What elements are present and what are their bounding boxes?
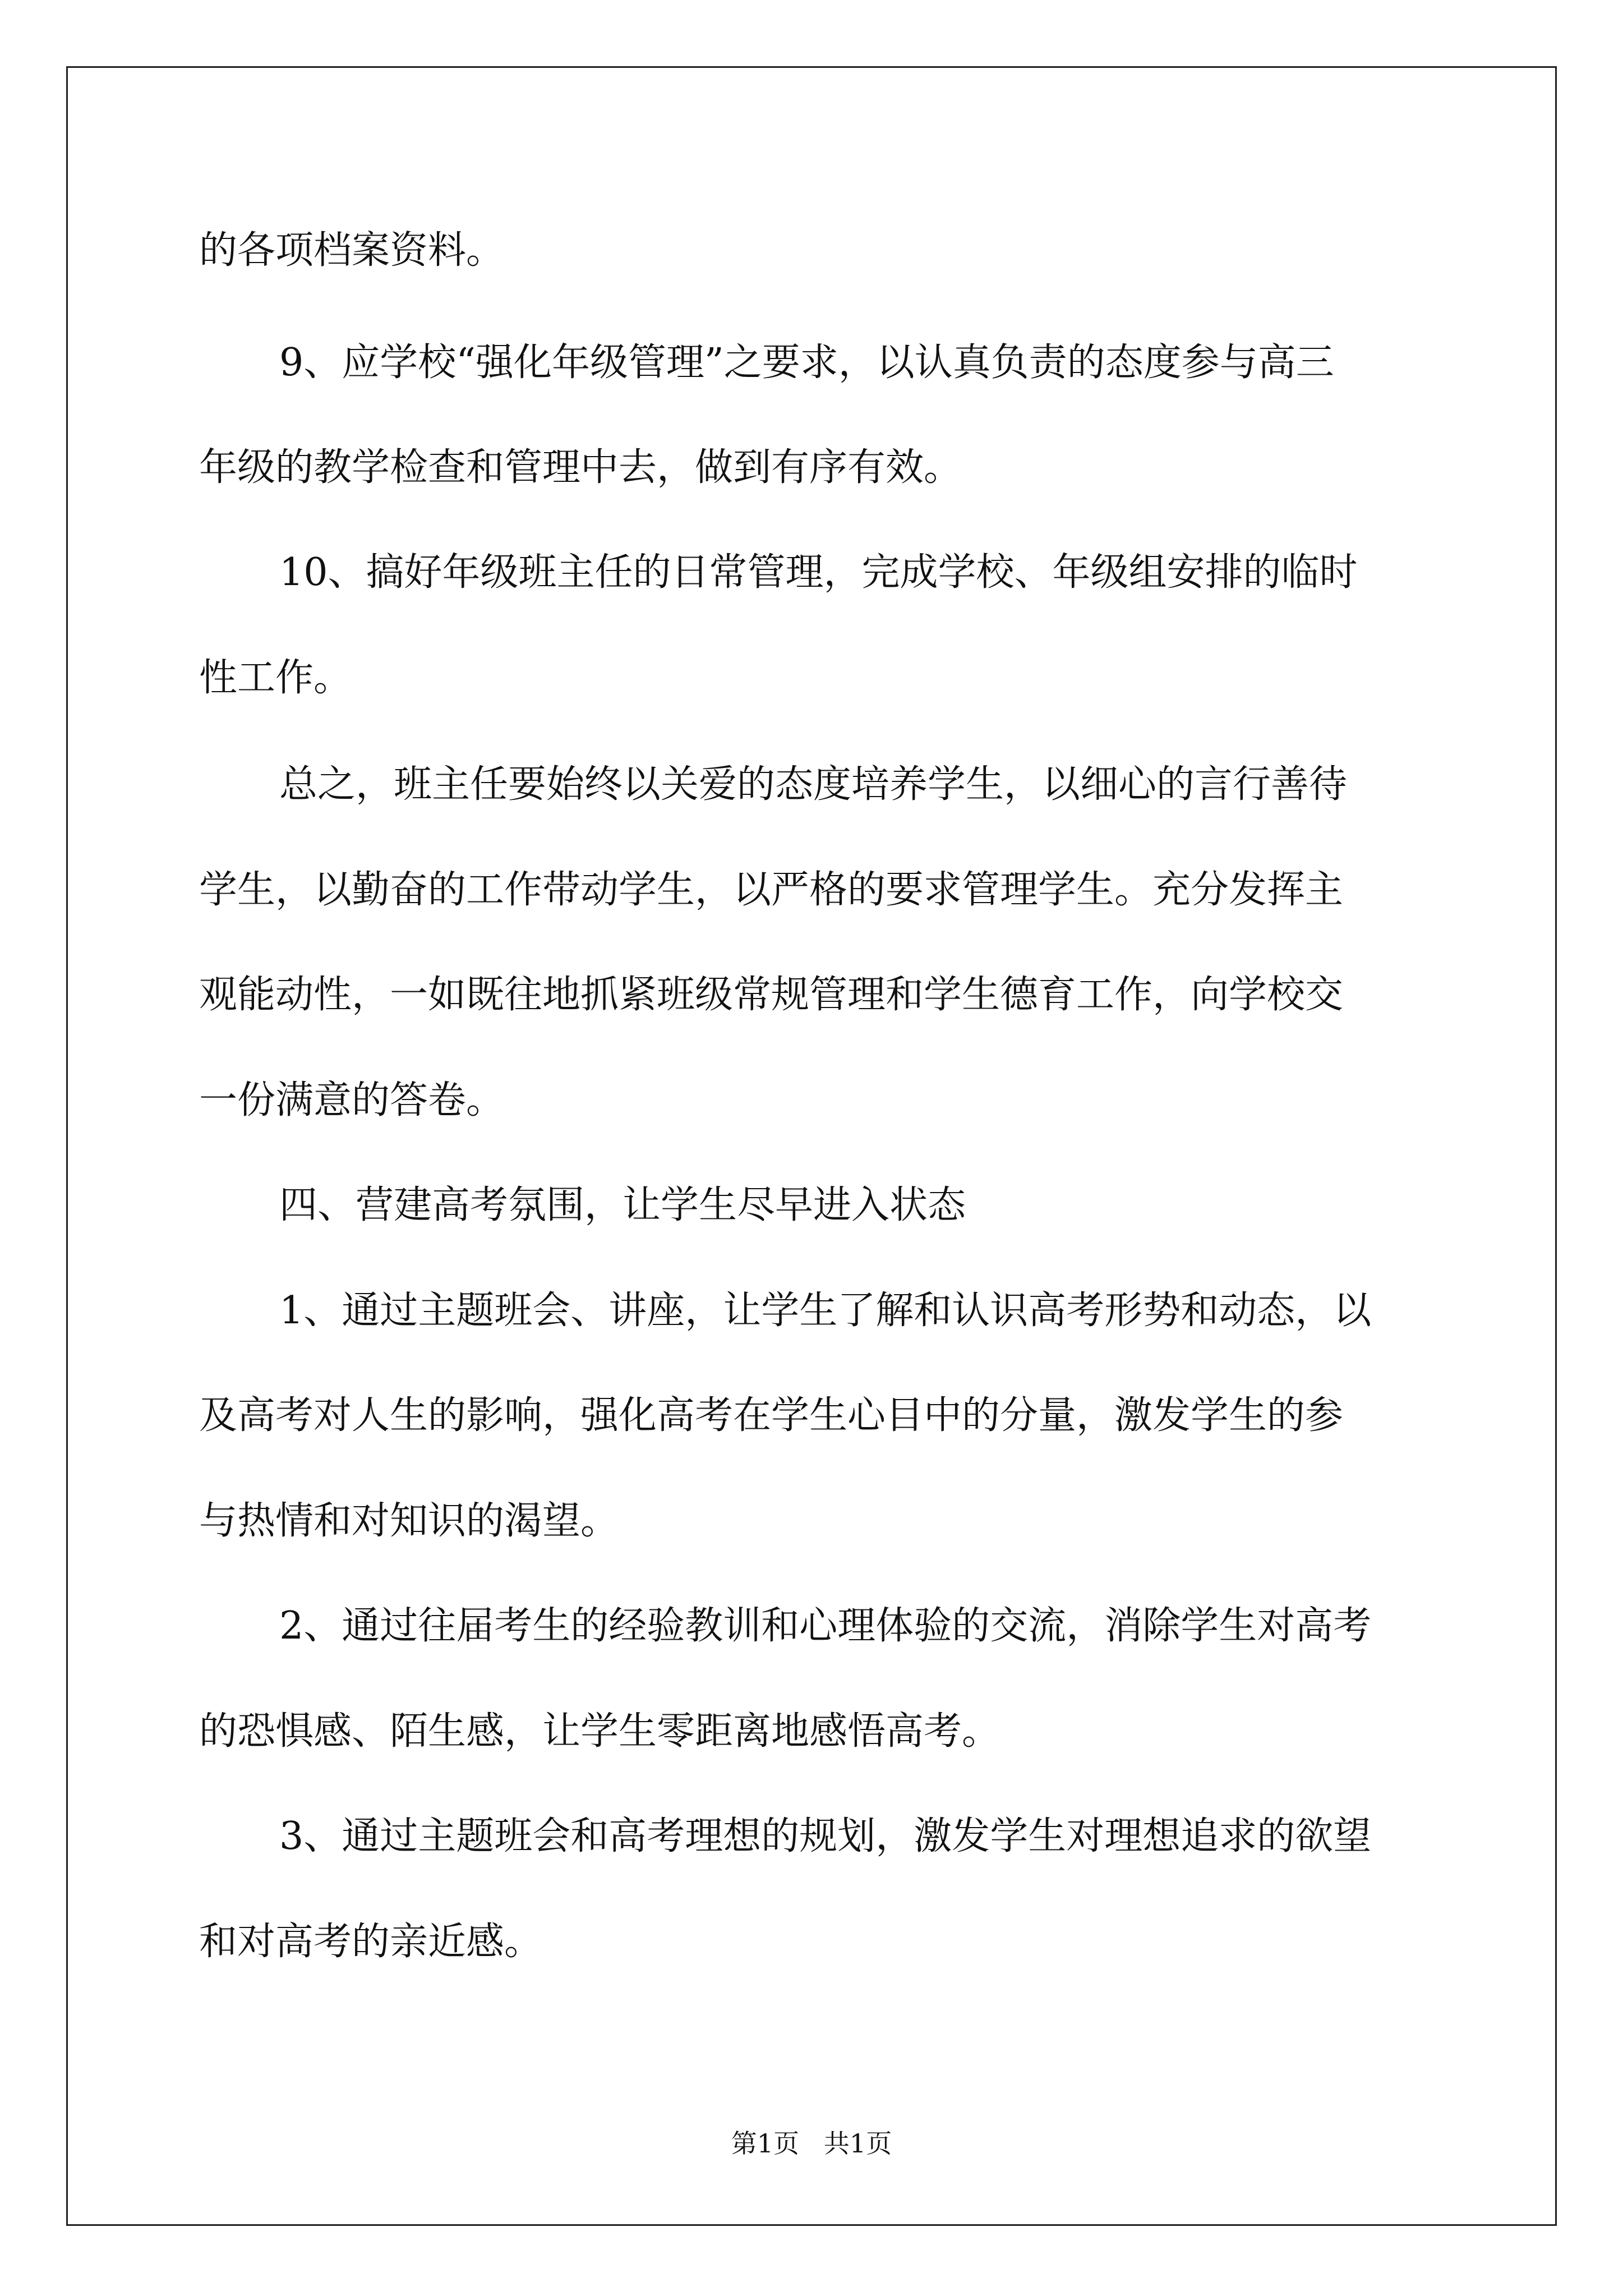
- text-line: 的各项档案资料。: [199, 228, 505, 273]
- text-line: 1、通过主题班会、讲座，让学生了解和认识高考形势和动态，以: [279, 1289, 1372, 1333]
- text-line: 的恐惧感、陌生感，让学生零距离地感悟高考。: [199, 1709, 1000, 1754]
- text-line: 3、通过主题班会和高考理想的规划，激发学生对理想追求的欲望: [279, 1814, 1372, 1858]
- text-line: 10、搞好年级班主任的日常管理，完成学校、年级组安排的临时: [279, 550, 1358, 595]
- text-line: 2、通过往届考生的经验教训和心理体验的交流，消除学生对高考: [279, 1604, 1372, 1648]
- text-line: 与热情和对知识的渴望。: [199, 1499, 619, 1543]
- text-line: 性工作。: [199, 656, 352, 700]
- section-heading: 四、营建高考氛围，让学生尽早进入状态: [279, 1183, 966, 1227]
- text-line: 学生，以勤奋的工作带动学生，以严格的要求管理学生。充分发挥主: [199, 868, 1344, 912]
- page-footer: 第1页 共1页: [731, 2128, 892, 2159]
- text-line: 观能动性，一如既往地抓紧班级常规管理和学生德育工作，向学校交: [199, 973, 1344, 1017]
- page-border: [66, 66, 1557, 2226]
- text-line: 一份满意的答卷。: [199, 1078, 505, 1122]
- text-line: 年级的教学检查和管理中去，做到有序有效。: [199, 445, 962, 490]
- text-line: 9、应学校“强化年级管理”之要求，以认真负责的态度参与高三: [279, 341, 1334, 385]
- text-line: 和对高考的亲近感。: [199, 1920, 543, 1964]
- text-line: 及高考对人生的影响，强化高考在学生心目中的分量，激发学生的参: [199, 1393, 1344, 1438]
- text-line: 总之，班主任要始终以关爱的态度培养学生，以细心的言行善待: [279, 762, 1348, 807]
